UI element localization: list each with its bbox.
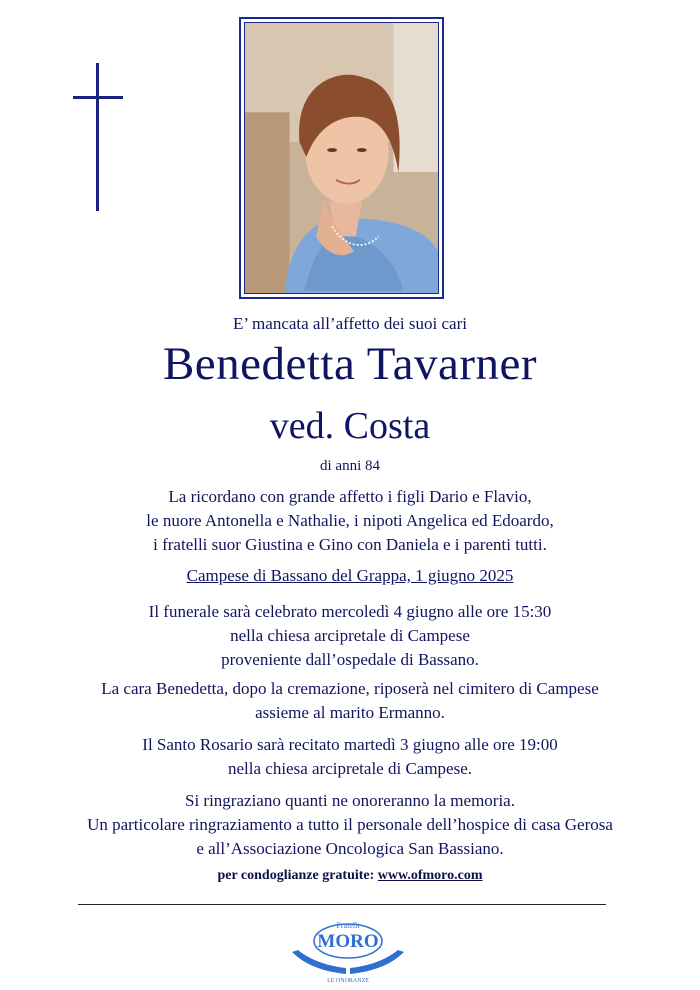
- moro-logo: [288, 914, 408, 984]
- deceased-name: Benedetta Tavarner: [162, 338, 538, 390]
- rosary-paragraph: Il Santo Rosario sarà recitato martedì 3 giugno alle ore 19:00 nella chiesa arcipretale di Campese.: [142, 735, 558, 778]
- condolences-link[interactable]: www.ofmoro.com: [377, 868, 483, 883]
- portrait-photo: [239, 17, 444, 299]
- place-date: Campese di Bassano del Grappa, 1 giugno 2025: [186, 566, 514, 585]
- divider: [78, 904, 606, 905]
- funeral-paragraph: Il funerale sarà celebrato mercoledì 4 giugno alle ore 15:30 nella chiesa arcipretale di Campese proveniente dall’ospedale di Bassano.: [148, 602, 552, 669]
- intro-text: E’ mancata all’affetto dei suoi cari: [233, 314, 467, 333]
- married-name: ved. Costa: [269, 405, 431, 447]
- cross-icon: [73, 63, 123, 211]
- thanks-paragraph: Si ringraziano quanti ne onoreranno la memoria. Un particolare ringraziamento a tutto il personale dell’hospice di casa Gerosa e all’Associazione Oncologica San Bassiano.: [87, 791, 613, 858]
- cremation-paragraph: La cara Benedetta, dopo la cremazione, riposerà nel cimitero di Campese assieme al marito Ermanno.: [101, 679, 599, 722]
- age-text: di anni 84: [320, 458, 380, 474]
- svg-text:LE ONORANZE: LE ONORANZE: [327, 978, 369, 984]
- condolences-line: [0, 868, 700, 884]
- svg-text:Fratelli: Fratelli: [336, 921, 360, 930]
- family-paragraph: La ricordano con grande affetto i figli Dario e Flavio, le nuore Antonella e Nathalie, i nipoti Angelica ed Edoardo, i fratelli suor Giustina e Gino con Daniela e i parenti tutti.: [146, 487, 554, 554]
- condolences-label: per condoglianze gratuite:: [217, 868, 375, 883]
- svg-text:MORO: MORO: [317, 931, 379, 952]
